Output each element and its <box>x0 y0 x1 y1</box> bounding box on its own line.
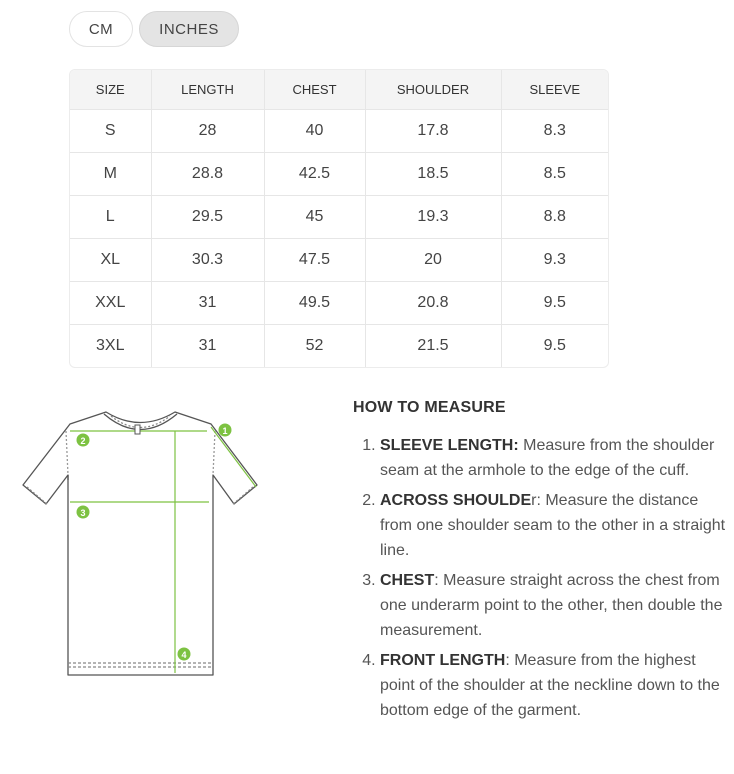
step-term: ACROSS SHOULDE <box>380 492 532 509</box>
sleeve-cell: 8.3 <box>501 110 608 153</box>
tshirt-outline <box>23 412 257 675</box>
table-row <box>70 196 608 239</box>
measure-steps <box>353 433 728 723</box>
neck-label-tag <box>135 425 140 434</box>
size-chart <box>69 69 609 368</box>
table-row <box>70 239 608 282</box>
sleeve-cell: 9.5 <box>501 282 608 325</box>
table-header-row <box>70 70 608 110</box>
shoulder-cell: 21.5 <box>365 325 501 368</box>
chest-cell: 49.5 <box>264 282 365 325</box>
table-row <box>70 153 608 196</box>
length-cell: 30.3 <box>151 239 264 282</box>
sleeve-cell: 9.3 <box>501 239 608 282</box>
sleeve-cell: 8.5 <box>501 153 608 196</box>
marker-1: 1 <box>222 426 228 436</box>
list-item <box>380 433 728 483</box>
sleeve-cell: 8.8 <box>501 196 608 239</box>
step-text: : Measure from the highest point of the shoulder at the neckline down to the bottom edge of the garment. <box>380 652 720 719</box>
chest-cell: 47.5 <box>264 239 365 282</box>
length-cell: 31 <box>151 282 264 325</box>
shoulder-cell: 20.8 <box>365 282 501 325</box>
shoulder-cell: 18.5 <box>365 153 501 196</box>
how-to-measure-section <box>353 399 728 728</box>
shoulder-column-header: SHOULDER <box>365 70 501 110</box>
size-cell: 3XL <box>70 325 151 368</box>
shoulder-cell: 20 <box>365 239 501 282</box>
list-item <box>380 488 728 563</box>
chest-cell: 52 <box>264 325 365 368</box>
length-cell: 31 <box>151 325 264 368</box>
size-cell: M <box>70 153 151 196</box>
chest-column-header: CHEST <box>264 70 365 110</box>
step-text: Measure from the shoulder seam at the armhole to the edge of the cuff. <box>380 437 715 479</box>
marker-3: 3 <box>80 508 86 518</box>
size-cell: L <box>70 196 151 239</box>
length-cell: 28.8 <box>151 153 264 196</box>
how-to-measure-title: HOW TO MEASURE <box>353 399 506 416</box>
list-item <box>380 568 728 643</box>
size-table <box>70 70 608 367</box>
tshirt-measurement-diagram <box>20 405 265 685</box>
step-term: CHEST <box>380 572 435 589</box>
chest-cell: 42.5 <box>264 153 365 196</box>
shoulder-cell: 17.8 <box>365 110 501 153</box>
sleeve-cell: 9.5 <box>543 337 566 354</box>
sleeve-measure-line <box>211 427 256 487</box>
step-text: : Measure straight across the chest from one underarm point to the other, then double the measurement. <box>380 572 723 639</box>
chest-cell: 40 <box>264 110 365 153</box>
marker-4: 4 <box>181 650 187 660</box>
length-cell: 29.5 <box>151 196 264 239</box>
size-cell: XL <box>70 239 151 282</box>
list-item <box>380 648 728 723</box>
table-row <box>70 282 608 325</box>
step-term: SLEEVE LENGTH: <box>380 437 519 454</box>
length-cell: 28 <box>151 110 264 153</box>
inches-unit-button[interactable]: INCHES <box>139 11 239 47</box>
cm-unit-button[interactable]: CM <box>69 11 133 47</box>
step-text: r: Measure the distance from one shoulder seam to the other in a straight line. <box>380 492 726 559</box>
measure-markers <box>77 424 232 661</box>
table-row <box>70 110 608 153</box>
unit-toggle <box>69 11 239 47</box>
step-term: FRONT LENGTH <box>380 652 506 669</box>
size-cell: XXL <box>70 282 151 325</box>
size-column-header: SIZE <box>70 70 151 110</box>
table-row <box>70 325 608 368</box>
sleeve-column-header: SLEEVE <box>501 70 608 110</box>
shoulder-cell: 19.3 <box>365 196 501 239</box>
size-cell: S <box>70 110 151 153</box>
length-column-header: LENGTH <box>151 70 264 110</box>
marker-2: 2 <box>80 436 86 446</box>
chest-cell: 45 <box>264 196 365 239</box>
